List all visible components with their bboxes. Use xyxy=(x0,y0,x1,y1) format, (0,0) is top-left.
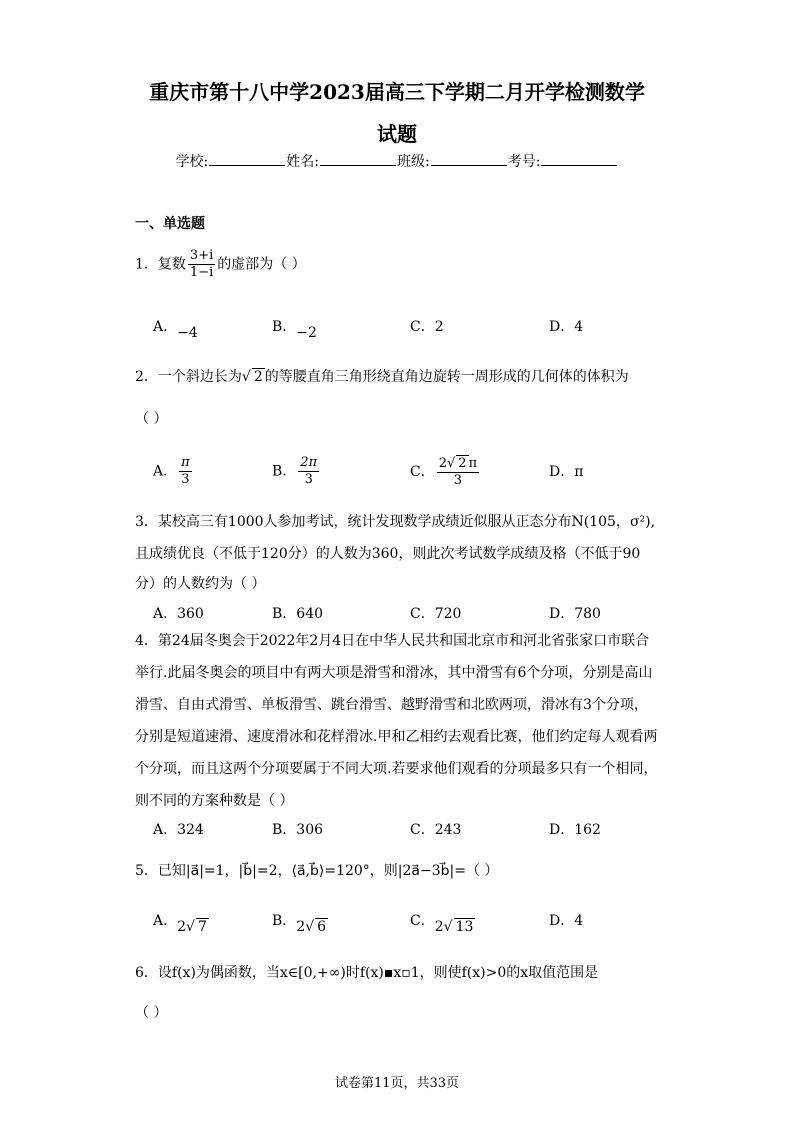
question-3-line3: 分）的人数约为（ ） xyxy=(135,576,266,592)
question-1 xyxy=(135,248,306,281)
student-info-row xyxy=(0,151,794,171)
q1-prefix: 1．复数 xyxy=(135,256,186,273)
school-blank[interactable] xyxy=(209,153,285,166)
name-label: 姓名: xyxy=(286,154,319,170)
option-label: B． xyxy=(272,319,297,335)
coef: 2 xyxy=(296,919,306,935)
q2b-fraction xyxy=(298,455,319,488)
q3-option-d[interactable]: D．780 xyxy=(549,606,601,622)
q4-option-b[interactable]: B．306 xyxy=(272,822,324,838)
q5-option-b[interactable] xyxy=(272,910,328,935)
q4-option-c[interactable]: C．243 xyxy=(410,822,462,838)
q4-option-a[interactable]: A．324 xyxy=(153,822,204,838)
q4-option-d[interactable]: D．162 xyxy=(549,822,601,838)
q2-text-a: 2．一个斜边长为 xyxy=(135,369,242,385)
coef: 2 xyxy=(434,919,444,935)
school-label: 学校: xyxy=(175,154,209,170)
question-4-line6: 则不同的方案种数是（ ） xyxy=(135,793,294,809)
q2-option-d[interactable]: D．π xyxy=(549,464,584,480)
fraction-denominator: 3 xyxy=(304,472,313,487)
radicand: 7 xyxy=(197,919,207,935)
fraction-numerator xyxy=(437,455,479,473)
question-3-line1: 3．某校高三有1000人参加考试，统计发现数学成绩近似服从正态分布N(105，σ²), xyxy=(135,514,656,530)
q1-suffix: 的虚部为（ ） xyxy=(217,256,306,273)
fraction-denominator: 3 xyxy=(181,472,190,487)
option-value xyxy=(435,919,476,935)
exam-title-line2: 试题 xyxy=(377,122,417,146)
exam-no-label: 考号: xyxy=(507,154,541,170)
question-4-line2: 举行.此届冬奥会的项目中有两大项是滑雪和滑冰，其中滑雪有6个分项，分别是高山 xyxy=(135,665,653,681)
sqrt-symbol: √ xyxy=(447,456,456,471)
q2-option-a[interactable] xyxy=(153,455,194,488)
option-label: A． xyxy=(153,463,178,480)
sqrt-symbol: √ xyxy=(241,369,251,385)
page-footer: 试卷第11页，共33页 xyxy=(334,1076,460,1091)
sqrt-symbol: √ xyxy=(305,919,315,935)
question-3-line2: 且成绩优良（不低于120分）的人数为360，则此次考试数学成绩及格（不低于90 xyxy=(135,546,641,562)
radicand: 6 xyxy=(317,919,327,935)
q1-numerator: 3+i xyxy=(189,248,214,263)
q5-option-d[interactable]: D．4 xyxy=(549,913,584,929)
section-heading: 一、单选题 xyxy=(135,216,205,232)
q1-option-c[interactable]: C．2 xyxy=(410,319,444,335)
q1-option-a[interactable] xyxy=(153,316,198,341)
question-2-line2: （ ） xyxy=(135,411,168,427)
question-6-line1: 6．设f(x)为偶函数，当x∈[0,+∞)时f(x)▪x▫1，则使f(x)>0的x取值范围是 xyxy=(135,965,599,981)
exam-title-line1: 重庆市第十八中学2023届高三下学期二月开学检测数学 xyxy=(149,80,645,104)
pi: π xyxy=(468,456,478,471)
q1-fraction xyxy=(188,248,215,281)
option-value xyxy=(296,919,328,935)
q2c-fraction xyxy=(437,455,479,489)
q1-option-b[interactable] xyxy=(272,316,317,341)
sqrt-symbol: √ xyxy=(186,919,195,935)
q2-option-c[interactable] xyxy=(410,455,481,489)
question-5: 5．已知|a⃗|=1，|b⃗|=2，⟨a⃗,b⃗⟩=120°，则|2a⃗−3b⃗|=（ ） xyxy=(135,863,499,879)
q5-option-a[interactable] xyxy=(153,910,209,935)
option-value: −2 xyxy=(296,325,317,341)
option-value: −4 xyxy=(177,325,198,341)
question-4-line4: 分别是短道速滑、速度滑冰和花样滑冰.甲和乙相约去观看比赛，他们约定每人观看两 xyxy=(135,729,658,745)
q1-option-d[interactable]: D．4 xyxy=(549,319,584,335)
question-6-line2: （ ） xyxy=(135,1005,168,1021)
exam-no-blank[interactable] xyxy=(541,153,617,166)
q1-denominator: 1−i xyxy=(189,265,214,280)
q5-option-c[interactable] xyxy=(410,910,475,935)
q2-sqrt-value: 2 xyxy=(253,369,263,385)
q3-option-c[interactable]: C．720 xyxy=(410,606,462,622)
option-label: C． xyxy=(410,464,435,480)
fraction-numerator: π xyxy=(181,455,190,470)
q2a-fraction xyxy=(179,455,192,488)
name-blank[interactable] xyxy=(320,153,396,166)
option-value xyxy=(177,919,209,935)
option-label: B． xyxy=(272,463,297,480)
q3-option-b[interactable]: B．640 xyxy=(272,606,324,622)
option-label: A． xyxy=(153,319,178,335)
class-blank[interactable] xyxy=(431,153,507,166)
q3-option-a[interactable]: A．360 xyxy=(153,606,204,622)
radicand: 2 xyxy=(458,456,467,471)
coef: 2 xyxy=(177,919,187,935)
coef: 2 xyxy=(438,456,447,471)
option-label: A． xyxy=(153,913,178,929)
fraction-numerator: 2π xyxy=(300,455,318,470)
sqrt-symbol: √ xyxy=(443,919,453,935)
class-label: 班级: xyxy=(397,154,430,170)
question-2-line1 xyxy=(135,366,629,386)
option-label: B． xyxy=(272,913,297,929)
fraction-denominator: 3 xyxy=(453,473,463,488)
q2-text-b: 的等腰直角三角形绕直角边旋转一周形成的几何体的体积为 xyxy=(264,369,629,385)
option-label: C． xyxy=(410,913,435,929)
question-4-line3: 滑雪、自由式滑雪、单板滑雪、跳台滑雪、越野滑雪和北欧两项，滑冰有3个分项， xyxy=(135,697,648,713)
question-4-line1: 4．第24届冬奥会于2022年2月4日在中华人民共和国北京市和河北省张家口市联合 xyxy=(135,633,650,649)
q2-option-b[interactable] xyxy=(272,455,321,488)
radicand: 13 xyxy=(455,919,474,935)
question-4-line5: 个分项，而且这两个分项要属于不同大项.若要求他们观看的分项最多只有一个相同， xyxy=(135,761,658,777)
